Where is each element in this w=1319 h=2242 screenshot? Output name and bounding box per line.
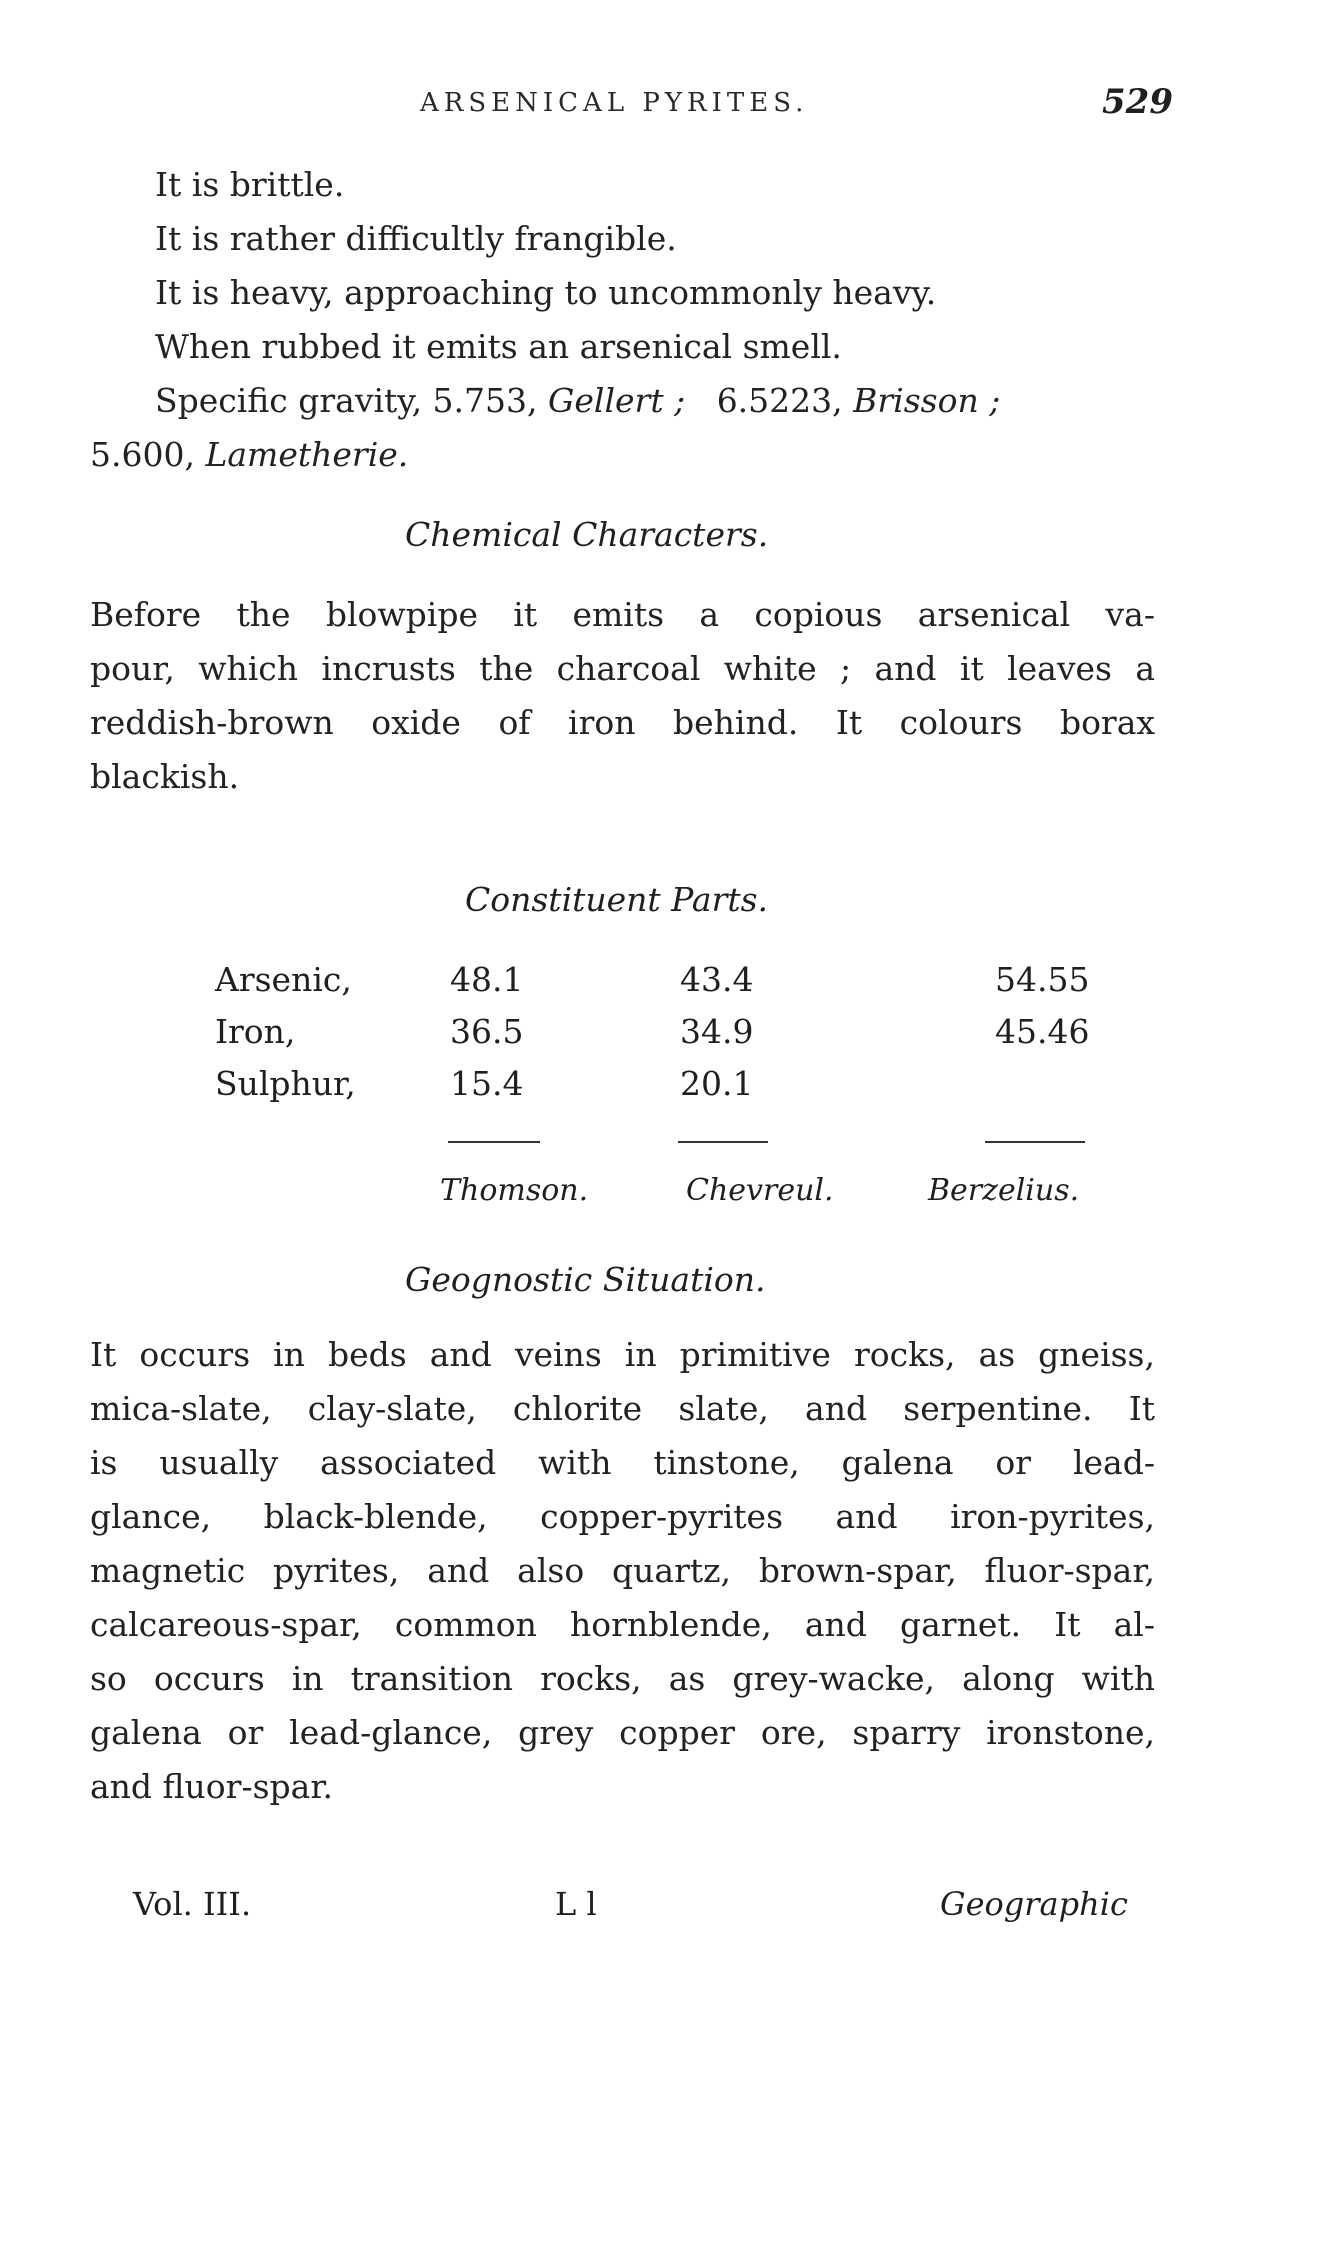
text-line: magnetic pyrites, and also quartz, brown-spar, fluor-spar, (90, 1551, 1155, 1590)
text-line: and fluor-spar. (90, 1767, 333, 1806)
chevreul-value: 43.4 (680, 960, 754, 999)
gravity-lead: Specific gravity, 5.753, (155, 381, 538, 420)
geognostic-heading: Geognostic Situation. (405, 1260, 766, 1299)
text-line: blackish. (90, 757, 240, 796)
gellert-citation: Gellert ; (548, 381, 686, 420)
chevreul-value: 20.1 (680, 1064, 754, 1103)
text-line: so occurs in transition rocks, as grey-wacke, along with (90, 1659, 1155, 1698)
author-chevreul: Chevreul. (686, 1173, 834, 1208)
constituent-name: Sulphur, (215, 1064, 356, 1103)
text-line: It is heavy, approaching to uncommonly heavy. (155, 273, 937, 312)
volume-marker: Vol. III. (133, 1885, 252, 1923)
signature-mark: L l (555, 1885, 597, 1923)
constituent-name: Arsenic, (215, 960, 352, 999)
constituent-name: Iron, (215, 1012, 296, 1051)
running-title: ARSENICAL PYRITES. (420, 88, 809, 118)
gravity-value-2: 6.5223, (716, 381, 843, 420)
specific-gravity-line (155, 381, 1000, 421)
brisson-citation: Brisson ; (853, 381, 1001, 420)
total-rule (985, 1141, 1085, 1143)
page-number: 529 (1102, 82, 1173, 122)
author-berzelius: Berzelius. (928, 1173, 1080, 1208)
author-thomson: Thomson. (440, 1173, 589, 1208)
total-rule (448, 1141, 540, 1143)
catchword: Geographic (940, 1885, 1128, 1923)
gravity-value-3: 5.600, (90, 435, 195, 474)
text-line: mica-slate, clay-slate, chlorite slate, and serpentine. It (90, 1389, 1155, 1428)
berzelius-value: 54.55 (995, 960, 1090, 999)
chevreul-value: 34.9 (680, 1012, 754, 1051)
text-line: reddish-brown oxide of iron behind. It colours borax (90, 703, 1155, 742)
text-line: It occurs in beds and veins in primitive rocks, as gneiss, (90, 1335, 1155, 1374)
text-line: It is brittle. (155, 165, 345, 204)
thomson-value: 36.5 (450, 1012, 524, 1051)
specific-gravity-line-2 (90, 435, 408, 475)
chemical-heading: Chemical Characters. (405, 515, 769, 554)
thomson-value: 15.4 (450, 1064, 524, 1103)
lametherie-citation: Lametherie. (205, 435, 409, 474)
total-rule (678, 1141, 768, 1143)
constituents-heading: Constituent Parts. (465, 880, 769, 919)
text-line: glance, black-blende, copper-pyrites and iron-pyrites, (90, 1497, 1155, 1536)
text-line: is usually associated with tinstone, galena or lead- (90, 1443, 1155, 1482)
text-line: pour, which incrusts the charcoal white ; and it leaves a (90, 649, 1155, 688)
thomson-value: 48.1 (450, 960, 524, 999)
text-line: It is rather difficultly frangible. (155, 219, 677, 258)
text-line: calcareous-spar, common hornblende, and garnet. It al- (90, 1605, 1155, 1644)
berzelius-value: 45.46 (995, 1012, 1090, 1051)
text-line: galena or lead-glance, grey copper ore, sparry ironstone, (90, 1713, 1155, 1752)
text-line: Before the blowpipe it emits a copious arsenical va- (90, 595, 1155, 634)
text-line: When rubbed it emits an arsenical smell. (155, 327, 842, 366)
